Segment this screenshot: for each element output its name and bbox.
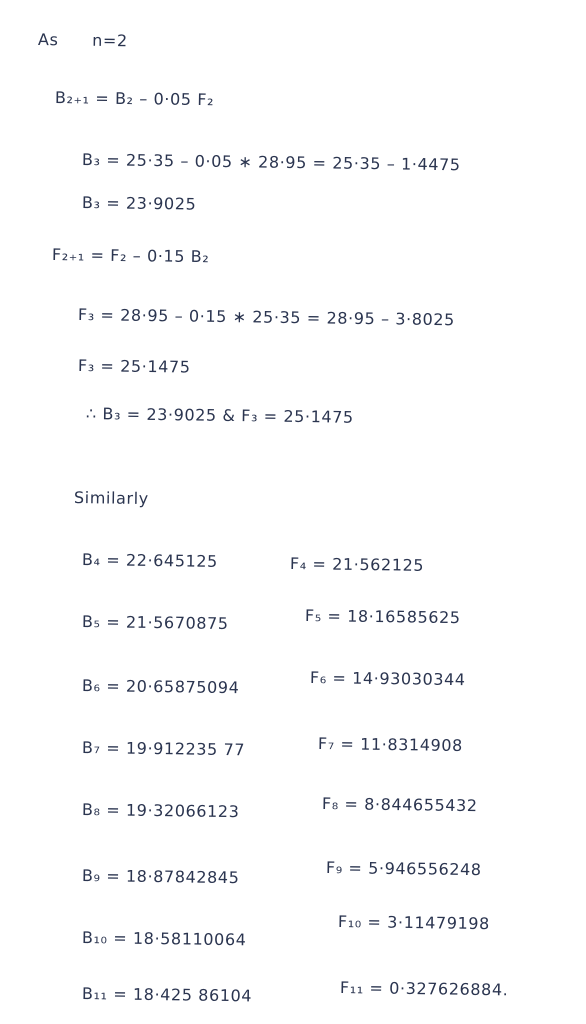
- as-label: As: [37, 30, 59, 50]
- b6-value: B₆ = 20·65875094: [81, 676, 240, 698]
- b7-value: B₇ = 19·912235 77: [81, 738, 246, 760]
- f9-value: F₉ = 5·946556248: [325, 858, 482, 880]
- f6-value: F₆ = 14·93030344: [309, 668, 466, 690]
- b3-calculation: B₃ = 25·35 – 0·05 ∗ 28·95 = 25·35 – 1·4475: [81, 150, 461, 175]
- f8-value: F₈ = 8·844655432: [321, 794, 478, 816]
- f10-value: F₁₀ = 3·11479198: [337, 912, 491, 934]
- f-recurrence: F₂₊₁ = F₂ – 0·15 B₂: [51, 245, 210, 267]
- b5-value: B₅ = 21·5670875: [81, 612, 229, 634]
- b8-value: B₈ = 19·32066123: [81, 800, 240, 822]
- b10-value: B₁₀ = 18·58110064: [81, 928, 247, 950]
- b11-value: B₁₁ = 18·425 86104: [81, 984, 253, 1006]
- similarly-label: Similarly: [73, 488, 149, 509]
- f7-value: F₇ = 11·8314908: [317, 734, 464, 756]
- b3-result: B₃ = 23·9025: [81, 193, 197, 214]
- conclusion: ∴ B₃ = 23·9025 & F₃ = 25·1475: [85, 404, 354, 427]
- f3-calculation: F₃ = 28·95 – 0·15 ∗ 25·35 = 28·95 – 3·8025: [77, 305, 456, 330]
- b4-value: B₄ = 22·645125: [81, 550, 219, 571]
- n-equals: n=2: [92, 30, 128, 51]
- b9-value: B₉ = 18·87842845: [81, 866, 240, 888]
- intro-as: [38, 30, 128, 50]
- f5-value: F₅ = 18·16585625: [304, 606, 461, 628]
- f4-value: F₄ = 21·562125: [289, 554, 425, 575]
- b-recurrence: B₂₊₁ = B₂ – 0·05 F₂: [54, 88, 215, 110]
- f11-value: F₁₁ = 0·327626884.: [339, 978, 509, 1000]
- f3-result: F₃ = 25·1475: [77, 356, 191, 377]
